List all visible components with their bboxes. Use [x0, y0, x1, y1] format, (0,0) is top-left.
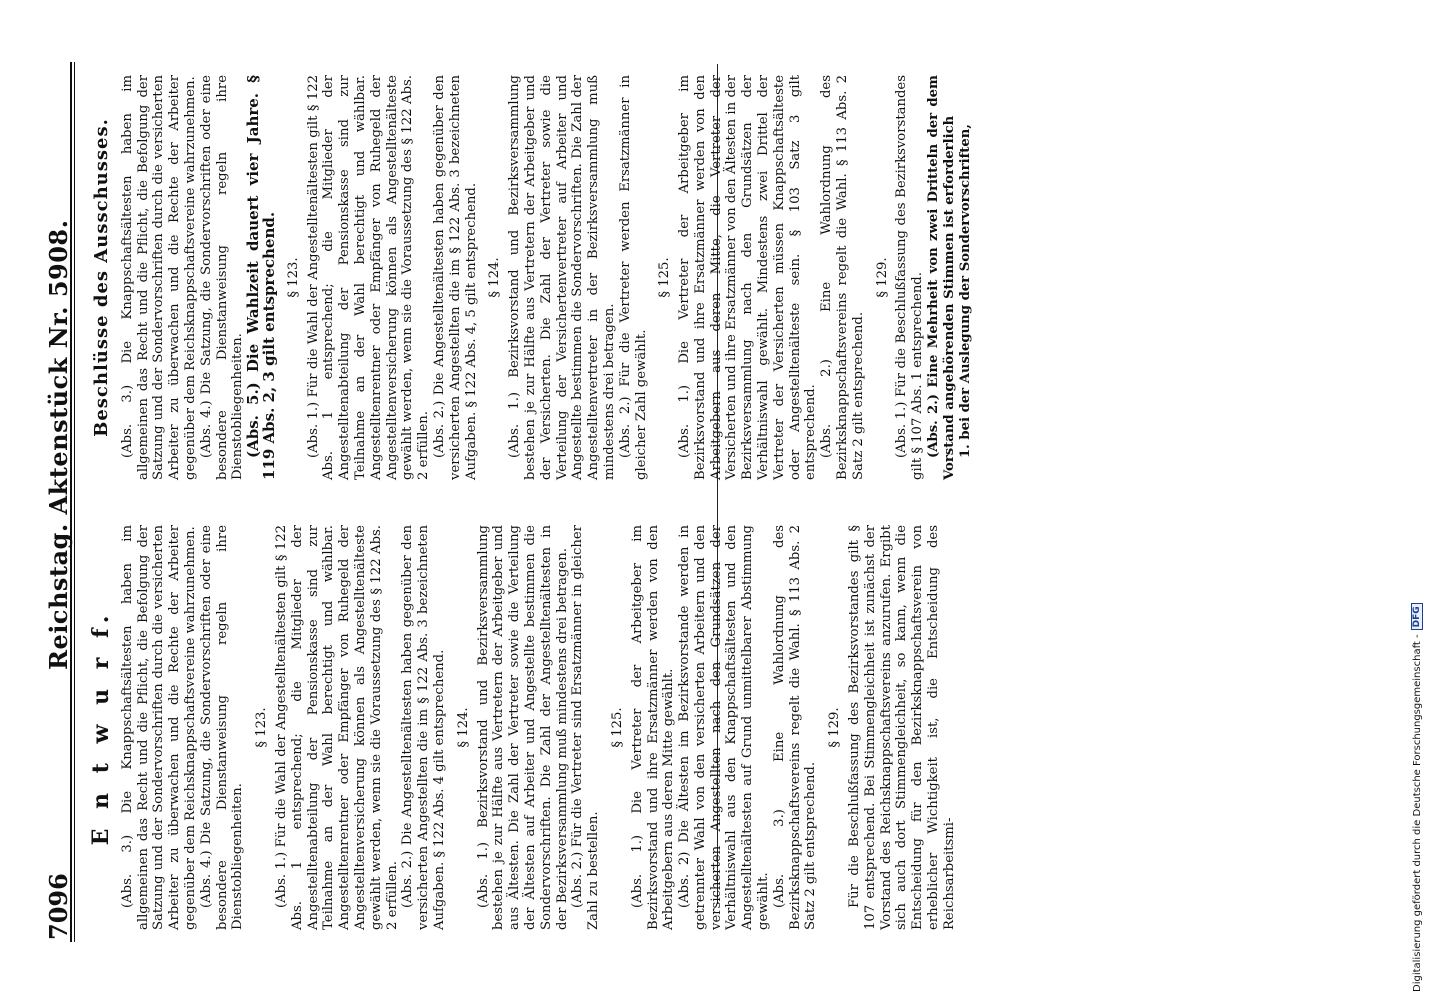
section-heading-129: § 129. — [874, 257, 890, 298]
section-heading-123: § 123. — [285, 257, 301, 298]
paragraph: (Abs. 3.) Die Knappschaftsältesten haben im allgemeinen das Recht und die Pflicht, die Befolgung der Satzung und der Sondervorschriften durch die versicherten Arbeiter zu überwachen und die Rechte der Arbeiter gegenüber dem Reichsknappschaftsvereine wahrzunehmen. — [119, 525, 198, 930]
paragraph-bold: (Abs. 2.) Eine Mehrheit von zwei Dritteln der dem Vorstand angehörenden Stimmen ist erforderlich — [926, 75, 957, 480]
header-rule — [70, 62, 72, 942]
paragraph: (Abs. 1.) Für die Wahl der Angestelltenältesten gilt § 122 Abs. 1 entsprechend; die Mitglieder der Angestelltenabteilung der Pensionskasse sind zur Teilnahme an der Wahl berechtigt und wählbar. Angestelltenrentner oder Empfänger von Ruhegeld der Angestelltenversicherung können als Angestelltenälteste gewählt werden, wenn sie die Voraussetzung des § 122 Abs. 2 erfüllen. — [273, 525, 400, 930]
dfg-logo-icon: DFG — [1411, 603, 1423, 630]
section-heading-125: § 125. — [657, 257, 673, 298]
paragraph: (Abs. 2.) Eine Wahlordnung des Bezirksknappschaftsvereins regelt die Wahl. § 113 Abs. 2 Satz 2 gilt entsprechend. — [819, 75, 866, 480]
paragraph: (Abs. 2.) Die Angestelltenältesten haben gegenüber den versicherten Angestellten die im § 122 Abs. 3 bezeichneten Aufgaben. § 122 Abs. 4 gilt entsprechend. — [400, 525, 447, 930]
paragraph-bold: 1. bei der Auslegung der Sondervorschriften, — [957, 124, 973, 458]
paragraph: Für die Beschlußfassung des Bezirksvorstandes gilt § 107 entsprechend. Bei Stimmengleichheit ist zunächst der Vorstand des Reichsknappschaftsvereins anzurufen. Ergibt sich auch dort Stimmengleichheit, so kann, wenn die Entscheidung für den Bezirksknappschaftsverein von erheblicher Wichtigkeit ist, die Entscheidung des Reichsarbeitsmi- — [847, 525, 957, 930]
left-column-draft — [88, 525, 958, 930]
page-number: 7096 — [44, 873, 73, 940]
page-header-title: Reichstag. Aktenstück Nr. 5908. — [44, 219, 73, 670]
right-column-committee — [88, 75, 973, 480]
paragraph: (Abs. 2.) Für die Vertreter werden Ersatzmänner in gleicher Zahl gewählt. — [617, 75, 649, 480]
paragraph: (Abs. 1.) Für die Beschlußfassung des Bezirksvorstandes gilt § 107 Abs. 1 entsprechend. — [894, 75, 926, 480]
committee-title: Beschlüsse des Ausschusses. — [91, 118, 112, 437]
paragraph: (Abs. 4.) Die Satzung, die Sondervorschriften oder eine besondere Dienstanweisung regeln ihre Dienstobliegenheiten. — [198, 525, 246, 930]
paragraph: (Abs. 4.) Die Satzung, die Sondervorschriften oder eine besondere Dienstanweisung regeln ihre Dienstobliegenheiten. — [198, 75, 246, 480]
section-heading-123: § 123. — [254, 707, 270, 748]
paragraph: (Abs. 2.) Die Angestelltenältesten haben gegenüber den versicherten Angestellten die im § 122 Abs. 3 bezeichneten Aufgaben. § 122 Abs. 4, 5 gilt entsprechend. — [431, 75, 479, 480]
paragraph: (Abs. 3.) Die Knappschaftsältesten haben im allgemeinen das Recht und die Pflicht, die Befolgung der Satzung und der Sondervorschriften durch die versicherten Arbeiter zu überwachen und die Rechte der Arbeiter gegenüber dem Reichsknappschaftsvereine wahrzunehmen. — [119, 75, 198, 480]
paragraph: (Abs. 1.) Bezirksvorstand und Bezirksversammlung bestehen je zur Hälfte aus Vertretern der Arbeitgeber und aus Ältesten. Die Zahl der Vertreter sowie die Verteilung der Ältesten auf Arbeiter und Angestellte bestimmen die Sondervorschriften. Die Zahl der Angestelltenältesten in der Bezirksversammlung muß mindestens drei betragen. — [475, 525, 570, 930]
section-heading-124: § 124. — [487, 257, 503, 298]
footer-text: Digitalisierung gefördert durch die Deutsche Forschungsgemeinschaft - — [1411, 634, 1423, 992]
header-rule-thin — [74, 62, 75, 942]
paragraph: (Abs. 1.) Die Vertreter der Arbeitgeber im Bezirksvorstand und ihre Ersatzmänner werden von den Arbeitgebern aus deren Mitte gewählt. — [629, 525, 677, 930]
paragraph: (Abs. 1.) Für die Wahl der Angestelltenältesten gilt § 122 Abs. 1 entsprechend; die Mitglieder der Angestelltenabteilung der Pensionskasse sind zur Teilnahme an der Wahl berechtigt und wählbar. Angestelltenrentner oder Empfänger von Ruhegeld der Angestelltenversicherung können als Angestelltenälteste gewählt werden, wenn sie die Voraussetzung des § 122 Abs. 2 erfüllen. — [305, 75, 432, 480]
paragraph: (Abs. 1.) Die Vertreter der Arbeitgeber im Bezirksvorstand und ihre Ersatzmänner werden von den Arbeitgebern aus deren Mitte, die Vertreter der Versicherten und ihre Ersatzmänner von den Ältesten in der Bezirksversammlung nach den Grundsätzen der Verhältniswahl gewählt. Mindestens zwei Drittel der Vertreter der Versicherten müssen Knappschaftsälteste oder Angestelltenälteste sein. § 103 Satz 3 gilt entsprechend. — [677, 75, 819, 480]
bold-amendment: (Abs. 5.) Die Wahlzeit dauert vier Jahre. § 119 Abs. 2, 3 gilt entsprechend. — [244, 75, 278, 480]
section-heading-129: § 129. — [827, 707, 843, 748]
paragraph: (Abs. 3.) Eine Wahlordnung des Bezirksknappschaftsvereins regelt die Wahl. § 113 Abs. 2 Satz 2 gilt entsprechend. — [771, 525, 819, 930]
draft-title: E n t w u r f. — [88, 609, 114, 846]
paragraph: (Abs. 2.) Für die Vertreter sind Ersatzmänner in gleicher Zahl zu bestellen. — [570, 525, 602, 930]
paragraph: (Abs. 2) Die Ältesten im Bezirksvorstande werden in getrennter Wahl von den versicherten Arbeitern und den versicherten Angestellten nach den Grundsätzen der Verhältniswahl aus den Knappschaftsältesten und den Angestelltenältesten auf Grund unmittelbarer Abstimmung gewählt. — [677, 525, 772, 930]
section-heading-125: § 125. — [609, 707, 625, 748]
paragraph: (Abs. 1.) Bezirksvorstand und Bezirksversammlung bestehen je zur Hälfte aus Vertretern der Arbeitgeber und der Versicherten. Die Zahl der Vertreter sowie die Verteilung der Versichertenvertreter auf Arbeiter und Angestellte bestimmen die Sondervorschriften. Die Zahl der Angestelltenvertreter in der Bezirksversammlung muß mindestens drei betragen. — [507, 75, 617, 480]
section-heading-124: § 124. — [455, 707, 471, 748]
digitization-footer — [1411, 0, 1423, 1000]
